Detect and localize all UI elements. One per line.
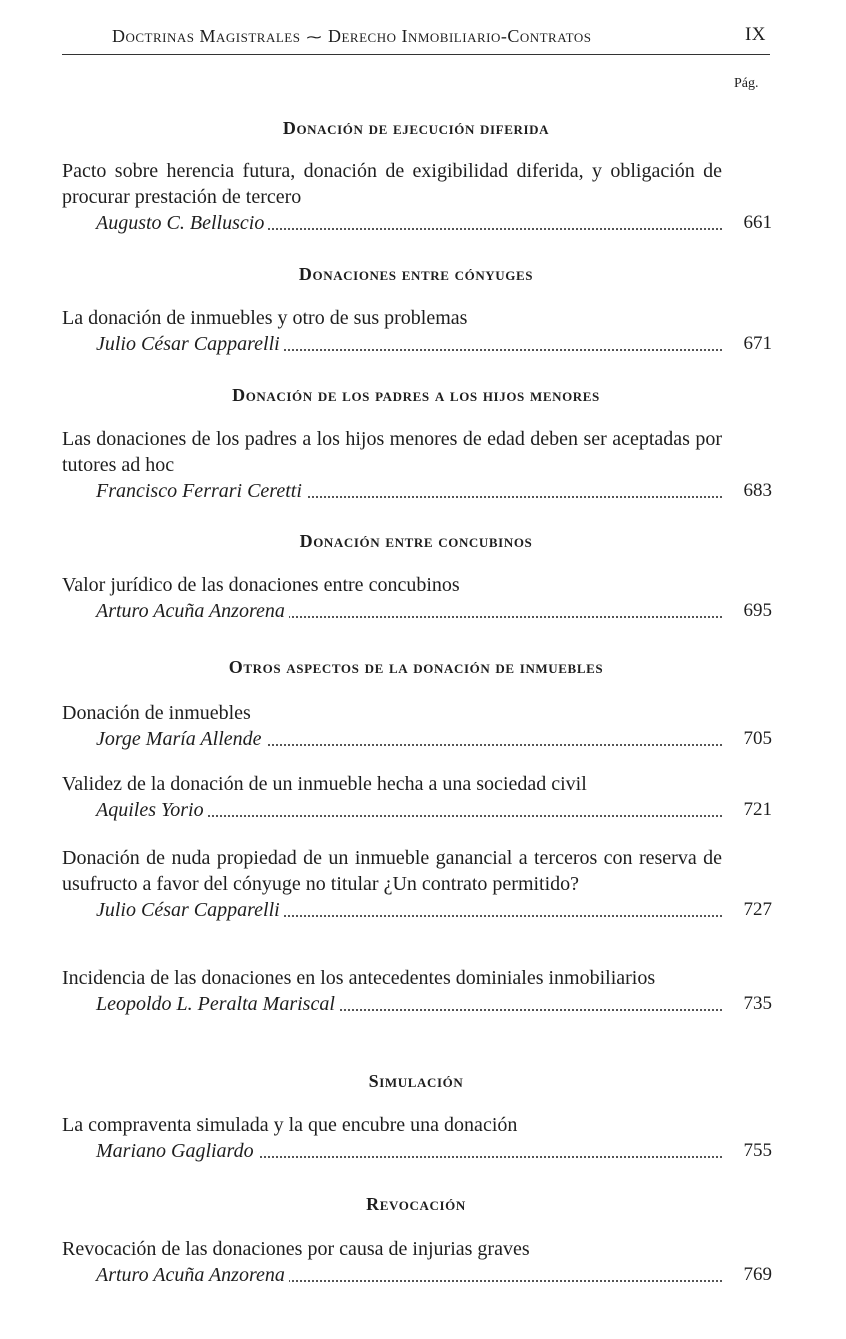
section-heading: Donación de ejecución diferida <box>282 118 550 138</box>
section-heading: Donación de los padres a los hijos menores <box>232 385 600 405</box>
entry-title: Revocación de las donaciones por causa de injurias graves <box>62 1238 530 1260</box>
entry-author-line <box>96 797 772 823</box>
entry-title: Validez de la donación de un inmueble hecha a una sociedad civil <box>62 773 587 795</box>
entry-author: Augusto C. Belluscio <box>96 212 268 234</box>
running-header <box>62 24 770 55</box>
header-title <box>112 26 592 47</box>
section-heading: Donación entre concubinos <box>299 531 533 551</box>
entry-author-line <box>96 598 772 624</box>
entry-page: 727 <box>743 899 772 920</box>
toc-entry[interactable] <box>62 965 774 1017</box>
entry-title: La donación de inmuebles y otro de sus problemas <box>62 307 468 329</box>
toc-entry[interactable] <box>62 426 774 504</box>
entry-author: Francisco Ferrari Ceretti <box>96 480 306 502</box>
entry-author: Arturo Acuña Anzorena <box>96 600 289 622</box>
entry-page: 755 <box>743 1140 772 1161</box>
entry-title: Donación de nuda propiedad de un inmueble ganancial a terceros con reserva de usufructo a favor del cónyuge no titular ¿Un contrato permitido? <box>62 847 722 895</box>
entry-author: Julio César Capparelli <box>96 333 284 355</box>
entry-page: 721 <box>743 799 772 820</box>
header-page-number: IX <box>744 24 766 45</box>
entry-page: 671 <box>743 333 772 354</box>
entry-page: 735 <box>743 993 772 1014</box>
entry-author-line <box>96 478 772 504</box>
toc-entry[interactable] <box>62 845 774 923</box>
section-heading: Donaciones entre cónyuges <box>298 264 534 284</box>
entry-page: 661 <box>743 212 772 233</box>
entry-title: Donación de inmuebles <box>62 702 251 724</box>
toc-entry[interactable] <box>62 1236 774 1288</box>
entry-author: Arturo Acuña Anzorena <box>96 1264 289 1286</box>
page-column-label: Pág. <box>734 76 759 91</box>
entry-page: 683 <box>743 480 772 501</box>
entry-author-line <box>96 210 772 236</box>
toc-entry[interactable] <box>62 158 774 236</box>
section-heading: Otros aspectos de la donación de inmuebles <box>228 657 604 677</box>
entry-author-line <box>96 1138 772 1164</box>
tilde-ornament-icon: ⁓ <box>306 30 322 46</box>
entry-page: 769 <box>743 1264 772 1285</box>
entry-title: Valor jurídico de las donaciones entre concubinos <box>62 574 460 596</box>
entry-author: Leopoldo L. Peralta Mariscal <box>96 993 339 1015</box>
entry-title: Pacto sobre herencia futura, donación de exigibilidad diferida, y obligación de procurar prestación de tercero <box>62 160 722 208</box>
entry-author: Jorge María Allende <box>96 728 266 750</box>
entry-title: La compraventa simulada y la que encubre una donación <box>62 1114 518 1136</box>
entry-page: 705 <box>743 728 772 749</box>
section-heading: Revocación <box>366 1194 466 1214</box>
entry-author-line <box>96 726 772 752</box>
entry-author-line <box>96 331 772 357</box>
header-left-text: Doctrinas Magistrales <box>112 26 301 46</box>
entry-author-line <box>96 991 772 1017</box>
section-heading: Simulación <box>368 1071 464 1091</box>
entry-title: Las donaciones de los padres a los hijos menores de edad deben ser aceptadas por tutores ad hoc <box>62 428 722 476</box>
toc-entry[interactable] <box>62 572 774 624</box>
toc-entry[interactable] <box>62 771 774 823</box>
toc-entry[interactable] <box>62 700 774 752</box>
toc-entry[interactable] <box>62 1112 774 1164</box>
entry-author: Mariano Gagliardo <box>96 1140 258 1162</box>
entry-page: 695 <box>743 600 772 621</box>
toc-entry[interactable] <box>62 305 774 357</box>
header-right-text: Derecho Inmobiliario-Contratos <box>327 26 592 46</box>
entry-author-line <box>96 1262 772 1288</box>
entry-author: Julio César Capparelli <box>96 899 284 921</box>
entry-title: Incidencia de las donaciones en los antecedentes dominiales inmobiliarios <box>62 967 656 989</box>
entry-author-line <box>96 897 772 923</box>
entry-author: Aquiles Yorio <box>96 799 208 821</box>
